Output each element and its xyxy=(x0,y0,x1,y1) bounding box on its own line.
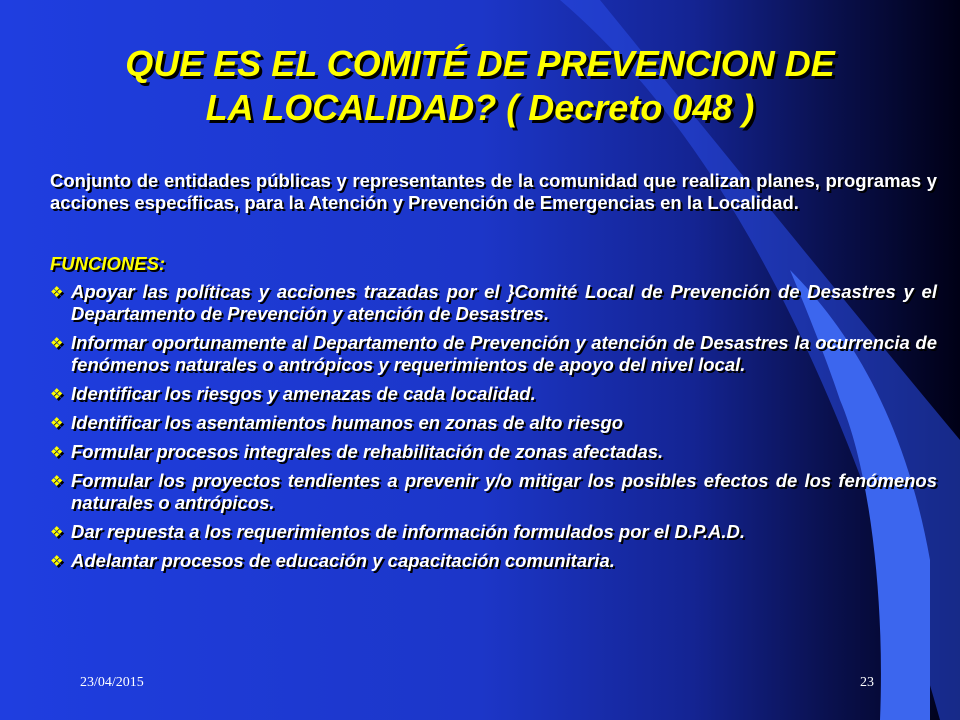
diamond-bullet-icon: ❖ xyxy=(50,552,64,570)
diamond-bullet-icon: ❖ xyxy=(50,334,64,352)
diamond-bullet-icon: ❖ xyxy=(50,523,64,541)
diamond-bullet-icon: ❖ xyxy=(50,414,64,432)
list-item xyxy=(50,332,937,376)
list-item-text: Formular procesos integrales de rehabilitación de zonas afectadas. xyxy=(71,441,664,462)
functions-list xyxy=(50,281,937,572)
footer-date: 23/04/2015 xyxy=(80,675,144,690)
list-item xyxy=(50,383,937,405)
diamond-bullet-icon: ❖ xyxy=(50,385,64,403)
functions-heading: FUNCIONES: xyxy=(50,253,166,274)
title-line-2: LA LOCALIDAD? ( Decreto 048 ) xyxy=(205,87,755,128)
list-item-text: Adelantar procesos de educación y capacitación comunitaria. xyxy=(71,550,615,571)
list-item-text: Apoyar las políticas y acciones trazadas por el }Comité Local de Prevención de Desastres y el Departamento de Prevención y atención de Desastres. xyxy=(71,281,937,324)
list-item xyxy=(50,521,937,543)
intro-paragraph: Conjunto de entidades públicas y representantes de la comunidad que realizan planes, programas y acciones específicas, para la Atención y Prevención de Emergencias en la Localidad. xyxy=(50,170,937,213)
list-item xyxy=(50,550,937,572)
slide-body xyxy=(50,170,937,579)
diamond-bullet-icon: ❖ xyxy=(50,443,64,461)
list-item xyxy=(50,470,937,514)
list-item xyxy=(50,412,937,434)
list-item-text: Identificar los asentamientos humanos en zonas de alto riesgo xyxy=(71,412,624,433)
list-item-text: Formular los proyectos tendientes a prevenir y/o mitigar los posibles efectos de los fenómenos naturales o antrópicos. xyxy=(71,470,937,513)
list-item xyxy=(50,281,937,325)
list-item-text: Dar repuesta a los requerimientos de información formulados por el D.P.A.D. xyxy=(71,521,746,542)
list-item-text: Informar oportunamente al Departamento de Prevención y atención de Desastres la ocurrencia de fenómenos naturales o antrópicos y requerimientos de apoyo del nivel local. xyxy=(71,332,937,375)
title-line-1: QUE ES EL COMITÉ DE PREVENCION DE xyxy=(125,43,835,84)
slide-title xyxy=(40,42,920,130)
diamond-bullet-icon: ❖ xyxy=(50,283,64,301)
list-item-text: Identificar los riesgos y amenazas de cada localidad. xyxy=(71,383,536,404)
footer-page-number: 23 xyxy=(860,675,874,690)
diamond-bullet-icon: ❖ xyxy=(50,472,64,490)
list-item xyxy=(50,441,937,463)
